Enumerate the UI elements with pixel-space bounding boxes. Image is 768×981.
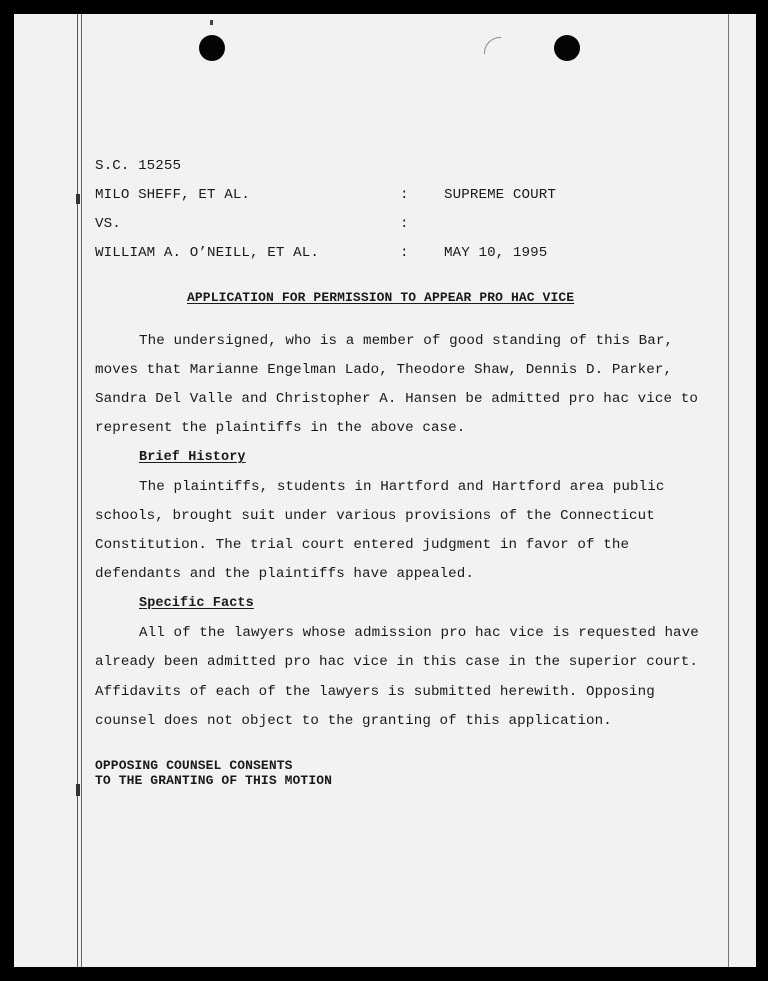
caption-defendant: WILLIAM A. O’NEILL, ET AL.: [95, 245, 319, 261]
left-margin-rule: [77, 14, 82, 967]
caption-court: SUPREME COURT: [444, 187, 556, 203]
punch-hole-right: [554, 35, 580, 61]
speck: [210, 20, 213, 25]
brief-history-line: The plaintiffs, students in Hartford and Hartford area public: [139, 479, 665, 495]
margin-mark: [76, 784, 80, 796]
right-margin-rule: [728, 14, 730, 967]
faint-arc-mark: [484, 37, 501, 54]
brief-history-line: defendants and the plaintiffs have appealed.: [95, 566, 475, 582]
caption-date: MAY 10, 1995: [444, 245, 548, 261]
brief-history-heading: Brief History: [139, 450, 246, 465]
intro-line: Sandra Del Valle and Christopher A. Hansen be admitted pro hac vice to: [95, 391, 698, 407]
margin-mark: [76, 194, 80, 204]
consent-line-2: TO THE GRANTING OF THIS MOTION: [95, 773, 333, 788]
specific-facts-heading: Specific Facts: [139, 596, 254, 611]
intro-line: represent the plaintiffs in the above case.: [95, 420, 466, 436]
case-number: S.C. 15255: [95, 158, 182, 174]
caption-colon: :: [400, 187, 409, 203]
consent-line-1: OPPOSING COUNSEL CONSENTS: [95, 758, 293, 773]
specific-facts-line: counsel does not object to the granting of this application.: [95, 713, 612, 729]
brief-history-line: Constitution. The trial court entered judgment in favor of the: [95, 537, 630, 553]
specific-facts-line: Affidavits of each of the lawyers is submitted herewith. Opposing: [95, 684, 655, 700]
caption-colon: :: [400, 216, 409, 232]
caption-versus: VS.: [95, 216, 121, 232]
caption-colon: :: [400, 245, 409, 261]
document-title: APPLICATION FOR PERMISSION TO APPEAR PRO HAC VICE: [187, 290, 575, 305]
specific-facts-line: already been admitted pro hac vice in this case in the superior court.: [95, 654, 698, 670]
intro-line: moves that Marianne Engelman Lado, Theodore Shaw, Dennis D. Parker,: [95, 362, 673, 378]
specific-facts-line: All of the lawyers whose admission pro hac vice is requested have: [139, 625, 699, 641]
caption-plaintiff: MILO SHEFF, ET AL.: [95, 187, 251, 203]
punch-hole-left: [199, 35, 225, 61]
intro-line: The undersigned, who is a member of good standing of this Bar,: [139, 333, 674, 349]
brief-history-line: schools, brought suit under various provisions of the Connecticut: [95, 508, 655, 524]
